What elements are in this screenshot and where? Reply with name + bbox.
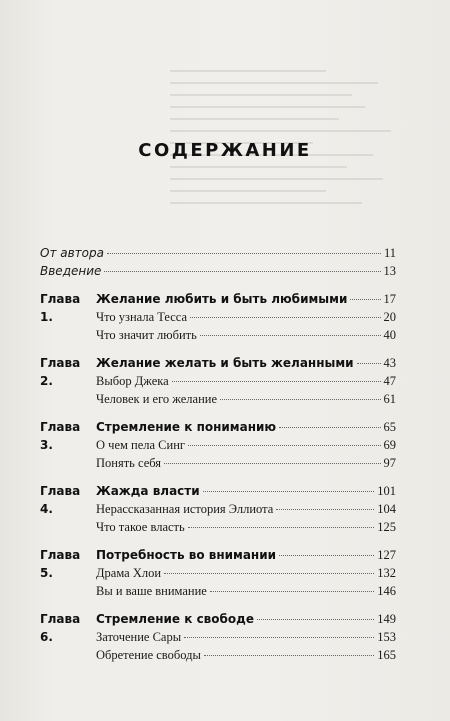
toc-entry-title: От автора <box>40 246 104 260</box>
section-page: 125 <box>377 520 396 534</box>
chapter-label: Глава 4. <box>40 484 81 516</box>
leader-dots <box>203 491 375 492</box>
chapter-label: Глава 5. <box>40 548 81 580</box>
page-title: СОДЕРЖАНИЕ <box>138 140 312 161</box>
toc-entry-page: 13 <box>383 264 396 278</box>
section-page: 40 <box>383 328 396 342</box>
leader-dots <box>220 399 380 400</box>
chapter-page: 149 <box>377 612 396 626</box>
chapter-label: Глава 6. <box>40 612 81 644</box>
section-page: 153 <box>377 630 396 644</box>
section-title: Что узнала Тесса <box>96 310 188 324</box>
chapter-title: Потребность во внимании <box>96 548 277 562</box>
toc-entry-front <box>40 244 396 262</box>
toc-entry-page: 11 <box>383 246 396 260</box>
leader-dots <box>210 591 374 592</box>
toc-section <box>40 454 396 472</box>
section-title: Понять себя <box>96 456 162 470</box>
section-title: Нерассказанная история Эллиота <box>96 502 274 516</box>
leader-dots <box>164 573 374 574</box>
leader-dots <box>279 427 380 428</box>
leader-dots <box>204 655 374 656</box>
leader-dots <box>188 527 375 528</box>
toc-section <box>40 390 396 408</box>
chapter-page: 43 <box>383 356 396 370</box>
section-title: Человек и его желание <box>96 392 218 406</box>
chapter-page: 127 <box>377 548 396 562</box>
leader-dots <box>279 555 374 556</box>
leader-dots <box>200 335 381 336</box>
section-title: Вы и ваше внимание <box>96 584 207 598</box>
section-page: 61 <box>383 392 396 406</box>
leader-dots <box>184 637 374 638</box>
leader-dots <box>276 509 374 510</box>
toc-section <box>40 646 396 664</box>
leader-dots <box>350 299 380 300</box>
section-title: О чем пела Синг <box>96 438 186 452</box>
section-title: Выбор Джека <box>96 374 169 388</box>
leader-dots <box>357 363 381 364</box>
leader-dots <box>172 381 381 382</box>
leader-dots <box>190 317 380 318</box>
section-title: Заточение Сары <box>96 630 182 644</box>
chapter-label: Глава 2. <box>40 356 81 388</box>
chapter-title: Желание желать и быть желанными <box>96 356 354 370</box>
toc-entry-title: Введение <box>40 264 102 278</box>
section-page: 104 <box>377 502 396 516</box>
chapter-label: Глава 3. <box>40 420 81 452</box>
section-title: Обретение свободы <box>96 648 201 662</box>
chapter-title: Желание любить и быть любимыми <box>96 292 348 306</box>
leader-dots <box>104 271 380 272</box>
section-title: Что такое власть <box>96 520 185 534</box>
table-of-contents <box>40 244 396 664</box>
section-title: Что значит любить <box>96 328 197 342</box>
leader-dots <box>107 253 381 254</box>
section-page: 132 <box>377 566 396 580</box>
toc-entry-front <box>40 262 396 280</box>
chapter-page: 17 <box>383 292 396 306</box>
chapter-title: Стремление к свободе <box>96 612 254 626</box>
chapter-title: Жажда власти <box>96 484 200 498</box>
toc-section <box>40 326 396 344</box>
section-page: 20 <box>383 310 396 324</box>
section-page: 69 <box>383 438 396 452</box>
leader-dots <box>164 463 380 464</box>
section-title: Драма Хлои <box>96 566 162 580</box>
section-page: 146 <box>377 584 396 598</box>
toc-section <box>40 582 396 600</box>
leader-dots <box>188 445 380 446</box>
section-page: 165 <box>377 648 396 662</box>
chapter-page: 65 <box>383 420 396 434</box>
leader-dots <box>257 619 374 620</box>
section-page: 47 <box>383 374 396 388</box>
chapter-title: Стремление к пониманию <box>96 420 277 434</box>
toc-section <box>40 518 396 536</box>
section-page: 97 <box>383 456 396 470</box>
chapter-page: 101 <box>377 484 396 498</box>
chapter-label: Глава 1. <box>40 292 81 324</box>
